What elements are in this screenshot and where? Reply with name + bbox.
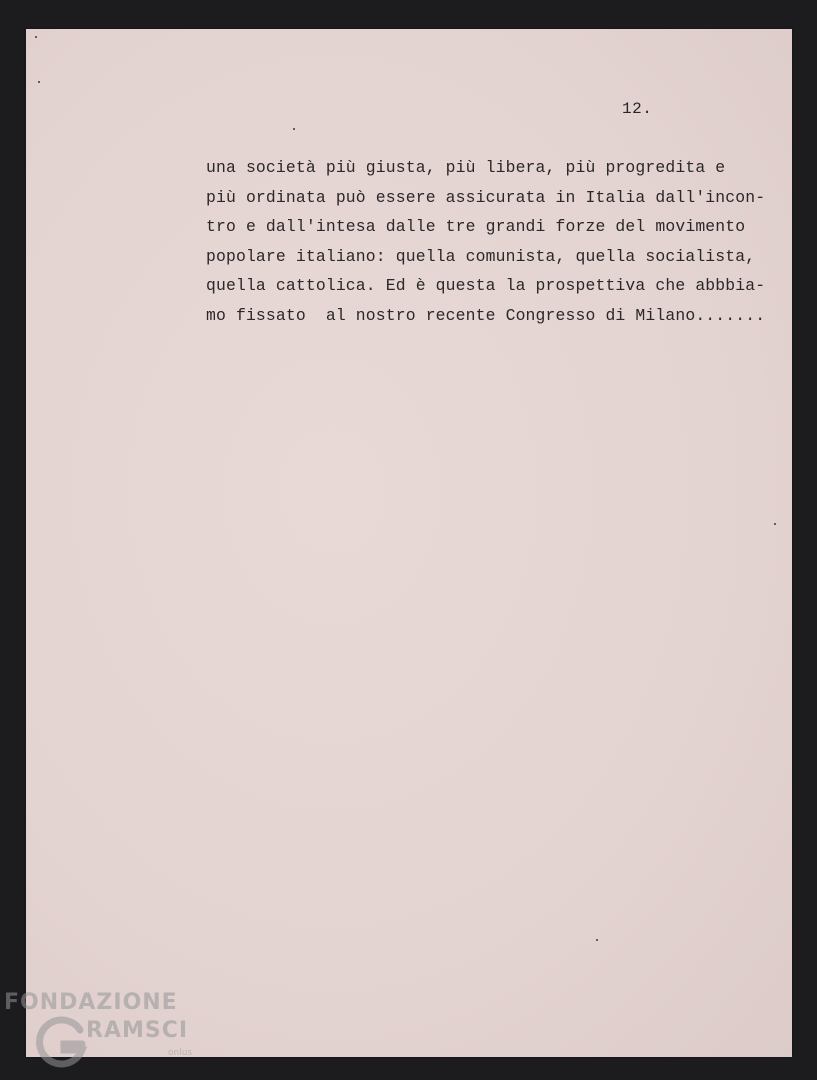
paper-sheet [26, 29, 792, 1057]
paper-speck [38, 81, 40, 83]
watermark-suffix: onlus [168, 1048, 193, 1058]
typed-paragraph [206, 153, 766, 330]
fondazione-gramsci-watermark [4, 990, 204, 1076]
watermark-subtitle: RAMSCI [86, 1018, 189, 1043]
page-number: 12. [622, 100, 653, 118]
text-line: tro e dall'intesa dalle tre grandi forze del movimento [206, 217, 746, 236]
watermark-title: FONDAZIONE [4, 990, 178, 1015]
paper-speck [293, 128, 295, 130]
paper-speck [596, 939, 598, 941]
text-line: quella cattolica. Ed è questa la prospettiva che abbbia- [206, 276, 766, 295]
text-line: più ordinata può essere assicurata in Italia dall'incon- [206, 187, 766, 207]
text-line: una società più giusta, più libera, più progredita e [206, 158, 726, 177]
g-letter-logo-icon [34, 1016, 90, 1072]
text-line: mo fissato al nostro recente Congresso di Milano....... [206, 305, 766, 325]
paper-speck [774, 523, 776, 525]
paper-speck [35, 36, 37, 38]
text-line: popolare italiano: quella comunista, quella socialista, [206, 246, 756, 266]
